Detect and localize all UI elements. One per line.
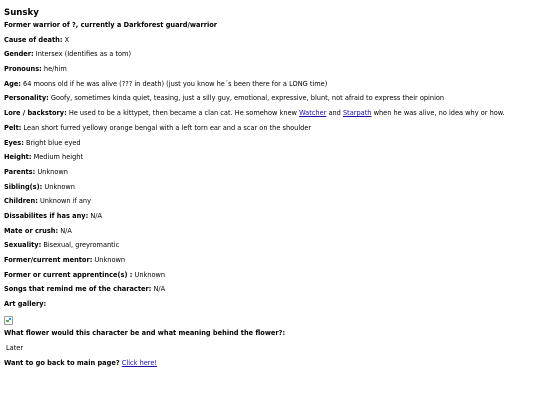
field-label: Sibling(s): [4,182,43,191]
field-label: Eyes: [4,138,24,147]
lore-text-mid: and [326,109,343,118]
field-label: Sexuality: [4,241,42,250]
fields-block-2 [4,124,536,300]
field-label: Cause of death: [4,35,63,44]
back-to-main [4,359,536,374]
broken-image-icon [4,316,13,325]
field-eyes [4,139,536,154]
field-label: Pelt: [4,123,22,132]
field-value: Unknown [92,256,126,264]
field-lore [4,109,536,124]
field-value: N/A [88,211,103,220]
field-label: Mate or crush: [4,226,59,235]
field-apprentice [4,271,536,286]
watcher-link[interactable]: Watcher [299,109,327,118]
field-label: Former or current apprentince(s) : [4,270,133,279]
field-value: Lean short furred yellowy orange bengal with a left torn ear and a scar on the shoulder [21,123,312,132]
field-label: Lore / backstory: [4,109,67,118]
field-value: Bright blue eyed [23,138,81,147]
character-page [4,7,536,374]
field-value: Bisexual, greyromantic [41,241,120,250]
back-label: Want to go back to main page? [4,358,120,367]
fields-block-1 [4,36,536,109]
field-children [4,197,536,212]
field-value: X [62,35,70,44]
field-label: Pronouns: [4,65,42,74]
field-label: Height: [4,153,32,162]
field-label: Personality: [4,94,49,103]
field-label: Age: [4,79,21,88]
flower-answer: Later [6,344,24,353]
field-label: Dissabilites if has any: [4,211,89,220]
field-mate [4,227,536,242]
field-parents [4,168,536,183]
art-gallery-heading: Art gallery: [4,300,47,309]
field-disabilities [4,212,536,227]
art-gallery-image [4,315,536,330]
field-value: 64 moons old if he was alive (??? in death) (just you know he´s been there for a LONG time) [20,79,328,88]
field-label: Parents: [4,167,36,176]
starpath-link[interactable]: Starpath [342,109,372,118]
page-title: Sunsky [4,8,39,18]
subtitle: Former warrior of ?, currently a Darkforest guard/warrior [4,21,218,29]
field-songs [4,285,536,300]
field-value: N/A [58,226,72,235]
lore-text-after: when he was alive, no idea why or how. [371,109,505,118]
field-value: Medium height [31,153,84,162]
field-value: Goofy, sometimes kinda quiet, teasing, just a silly guy, emotional, expressive, blunt, not afraid to express their opinion [48,94,445,103]
field-label: Former/current mentor: [4,256,93,264]
click-here-link[interactable]: Click here! [121,358,158,367]
field-siblings [4,183,536,198]
field-gender [4,50,536,65]
field-sexuality [4,241,536,256]
field-label: Gender: [4,50,34,59]
field-label: Songs that remind me of the character: [4,285,152,294]
flower-question: What flower would this character be and what meaning behind the flower?: [4,329,286,338]
field-cause-of-death [4,36,536,51]
field-label: Children: [4,197,38,206]
field-height [4,153,536,168]
field-value: Unknown [132,270,166,279]
field-value: Intersex (Identifies as a tom) [33,50,132,59]
field-mentor [4,256,536,271]
field-age [4,80,536,95]
field-value: Unknown [42,182,75,191]
field-value: he/him [41,65,67,74]
field-value: Unknown [35,167,68,176]
field-personality [4,94,536,109]
lore-text-before: He used to be a kittypet, then became a clan cat. He somehow knew [66,109,300,118]
field-value: Unknown if any [37,197,92,206]
field-value: N/A [151,285,166,294]
field-pronouns [4,65,536,80]
field-pelt [4,124,536,139]
